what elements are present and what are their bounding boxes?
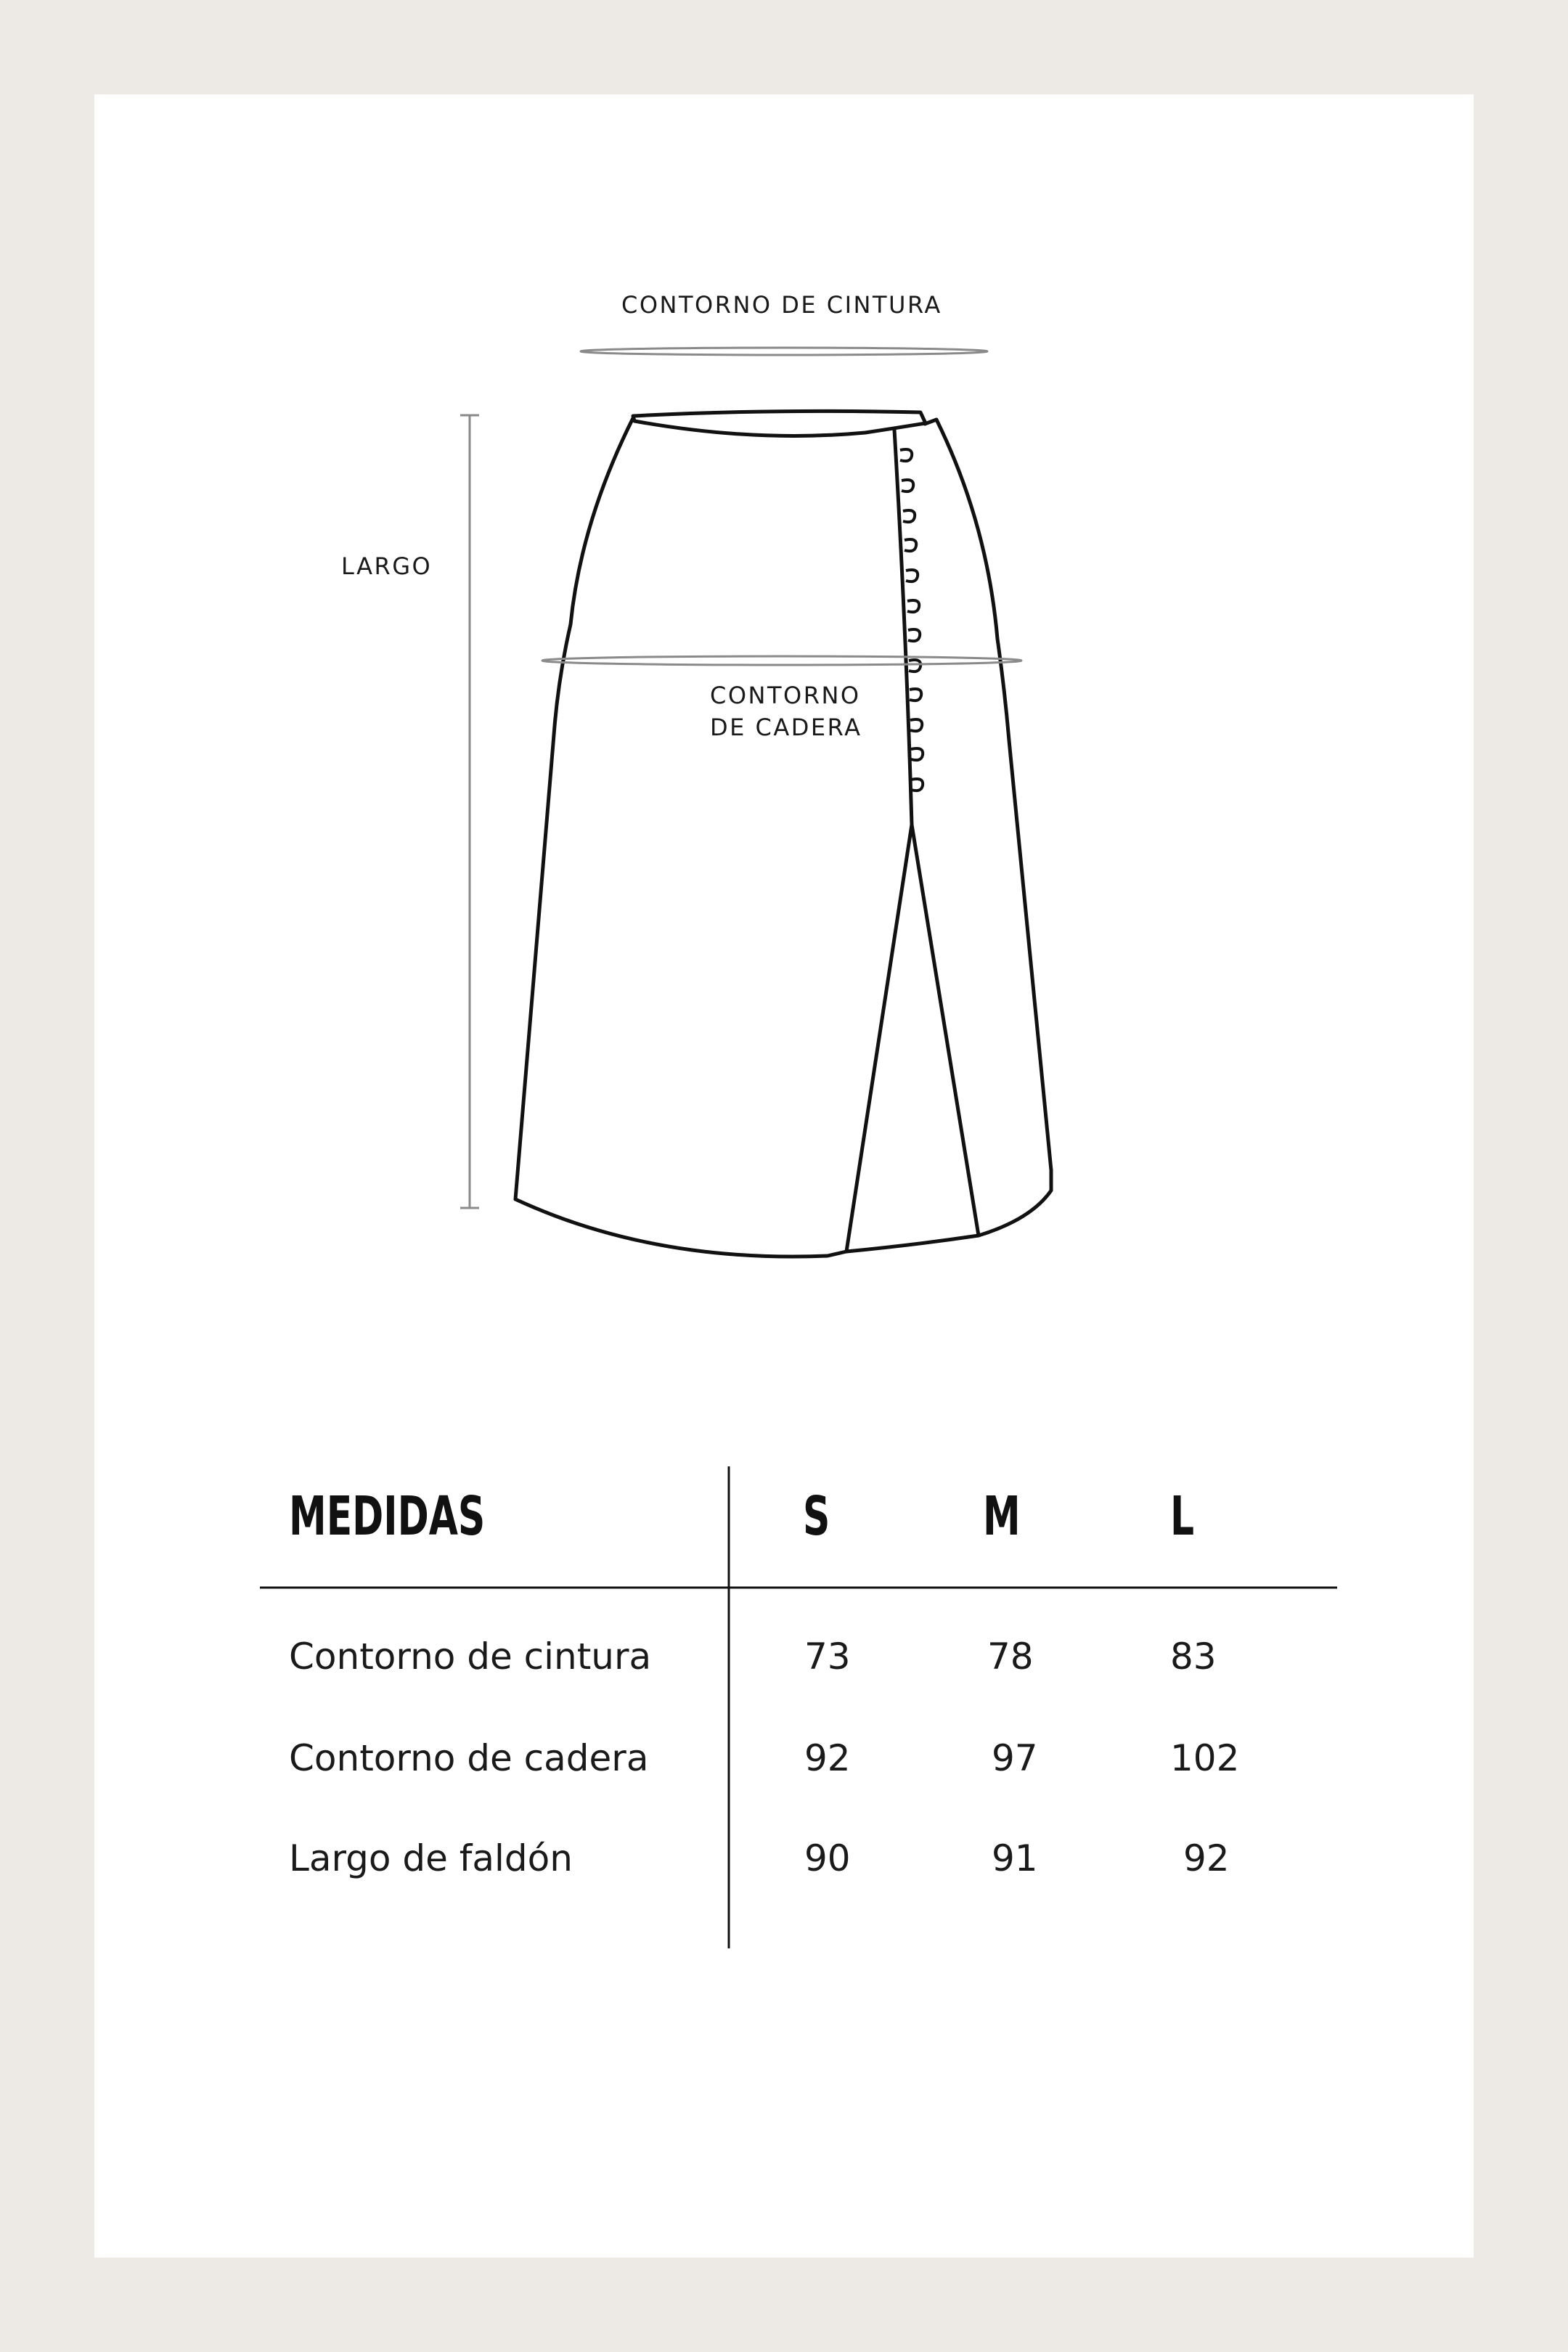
size-header-l: L [1170, 1485, 1195, 1548]
hip-label-line2: DE CADERA [710, 714, 862, 741]
table-title: MEDIDAS [289, 1485, 486, 1548]
row-label-hip: Contorno de cadera [289, 1737, 649, 1779]
hip-measure-line [542, 656, 1021, 665]
row-label-waist: Contorno de cintura [289, 1636, 652, 1678]
waist-label: CONTORNO DE CINTURA [621, 291, 942, 319]
skirt-outline [515, 411, 1051, 1257]
cell-length-m: 91 [992, 1837, 1038, 1879]
cell-length-s: 90 [804, 1837, 851, 1879]
waist-measure-line [581, 348, 987, 355]
hip-label-line1: CONTORNO [710, 682, 861, 709]
cell-hip-l: 102 [1170, 1737, 1240, 1779]
cell-hip-s: 92 [804, 1737, 851, 1779]
cell-waist-m: 78 [987, 1636, 1034, 1678]
cell-hip-m: 97 [992, 1737, 1038, 1779]
length-measure-line [460, 415, 479, 1208]
row-label-length: Largo de faldón [289, 1837, 573, 1879]
size-header-s: S [803, 1485, 830, 1548]
length-label: LARGO [341, 552, 433, 580]
cell-waist-s: 73 [804, 1636, 851, 1678]
cell-length-l: 92 [1183, 1837, 1230, 1879]
cell-waist-l: 83 [1170, 1636, 1217, 1678]
size-header-m: M [983, 1485, 1021, 1548]
